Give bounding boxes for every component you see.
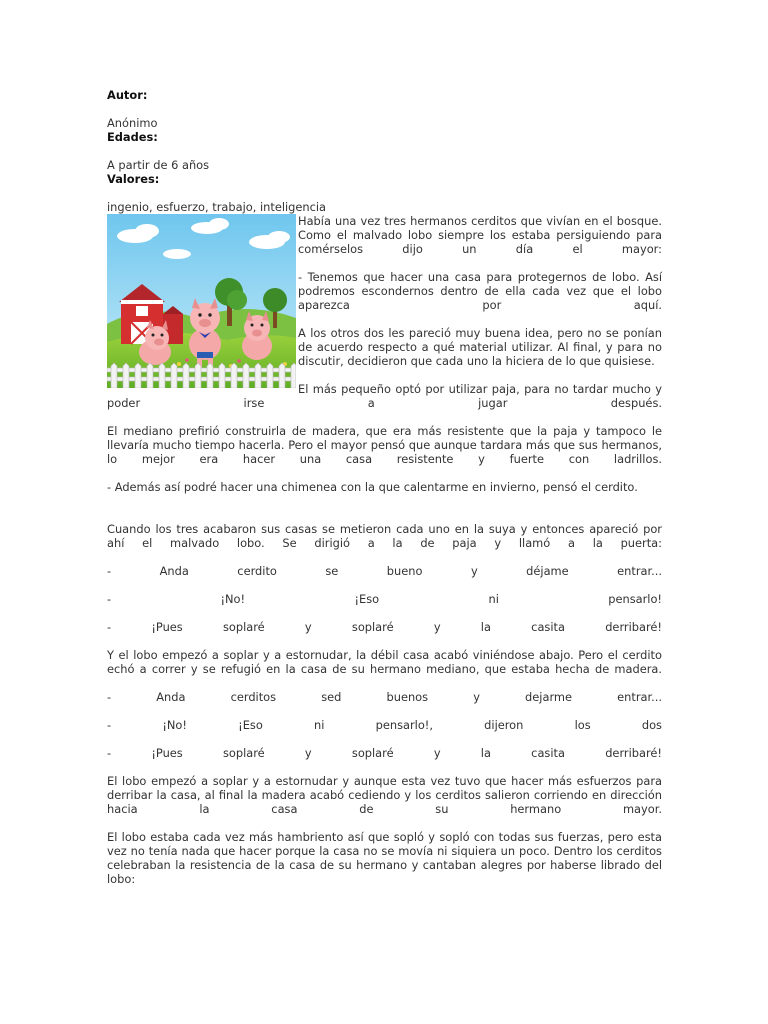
story-paragraph-5: El mediano prefirió construirla de madera, que era más resistente que la paja y tampoco le llevaría mucho tiempo hacerla. Pero el mayor pensó que aunque tardara más que sus hermanos, lo mejor era hacer una casa resistente y fuerte con ladrillos. [107, 424, 662, 466]
edades-label: Edades: [107, 130, 158, 144]
dialogue-line-3: - ¡Pues soplaré y soplaré y la casita derribaré! [107, 620, 662, 634]
story-paragraph-8: Y el lobo empezó a soplar y a estornudar, la débil casa acabó viniéndose abajo. Pero el cerdito echó a correr y se refugió en la casa de su hermano mediano, que estaba hecha de madera. [107, 648, 662, 676]
dialogue-line-5: - ¡No! ¡Eso ni pensarlo!, dijeron los dos [107, 718, 662, 732]
story-paragraph-7: Cuando los tres acabaron sus casas se metieron cada uno en la suya y entonces apareció por ahí el malvado lobo. Se dirigió a la de paja y llamó a la puerta: [107, 522, 662, 550]
story-paragraph-6: - Además así podré hacer una chimenea con la que calentarme en invierno, pensó el cerdito. [107, 480, 638, 494]
dialogue-line-1: - Anda cerdito se bueno y déjame entrar... [107, 564, 662, 578]
dialogue-line-4: - Anda cerditos sed buenos y dejarme entrar... [107, 690, 662, 704]
story-paragraph-4: El más pequeño optó por utilizar paja, para no tardar mucho y poder irse a jugar después. [107, 382, 662, 410]
edades-value: A partir de 6 años [107, 158, 210, 172]
valores-value: ingenio, esfuerzo, trabajo, inteligencia [107, 200, 327, 214]
dialogue-line-6: - ¡Pues soplaré y soplaré y la casita derribaré! [107, 746, 662, 760]
autor-value: Anónimo [107, 116, 158, 130]
story-paragraph-2: - Tenemos que hacer una casa para protegernos de lobo. Así podremos escondernos dentro de ella cada vez que el lobo aparezca por aquí. [298, 270, 662, 312]
document-body [107, 88, 662, 886]
three-little-pigs-illustration [107, 214, 296, 388]
valores-label: Valores: [107, 172, 160, 186]
story-paragraph-9: El lobo empezó a soplar y a estornudar y aunque esta vez tuvo que hacer más esfuerzos para derribar la casa, al final la madera acabó cediendo y los cerditos salieron corriendo en dirección hacia la casa de su hermano mayor. [107, 774, 662, 816]
dialogue-line-2: - ¡No! ¡Eso ni pensarlo! [107, 592, 662, 606]
autor-label: Autor: [107, 88, 148, 102]
story-paragraph-10: El lobo estaba cada vez más hambriento así que sopló y sopló con todas sus fuerzas, pero esta vez no tenía nada que hacer porque la casa no se movía ni siquiera un poco. Dentro los cerditos celebraban la resistencia de la casa de su hermano y cantaban alegres por haberse librado del lobo: [107, 830, 662, 886]
story-paragraph-3: A los otros dos les pareció muy buena idea, pero no se ponían de acuerdo respecto a qué material utilizar. Al final, y para no discutir, decidieron que cada uno la hiciera de lo que quisiese. [298, 326, 662, 368]
story-paragraph-1: Había una vez tres hermanos cerditos que vivían en el bosque. Como el malvado lobo siempre los estaba persiguiendo para comérselos dijo un día el mayor: [298, 214, 662, 256]
